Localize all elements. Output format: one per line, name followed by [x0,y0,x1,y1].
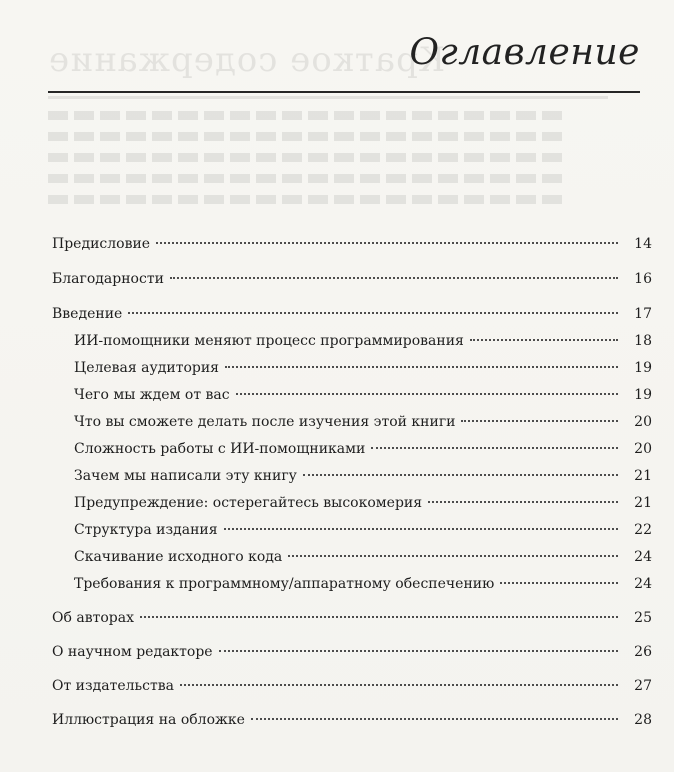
dot-leader [371,447,618,449]
toc-entry[interactable] [52,710,652,730]
toc-page-number: 26 [634,644,652,660]
dot-leader [500,582,618,584]
toc-subentry[interactable] [52,520,652,540]
dot-leader [428,501,618,503]
dot-leader [180,684,618,686]
toc-entry-title: Скачивание исходного кода [74,549,283,565]
toc-entry-title: Требования к программному/аппаратному обеспечению [74,576,495,592]
show-through-rule [48,96,608,99]
toc-entry-title: Введение [52,306,123,322]
toc-entry[interactable] [52,304,652,324]
toc-subentry[interactable] [52,412,652,432]
toc-page-number: 22 [634,522,652,538]
toc-entry-title: Предупреждение: остерегайтесь высокомерия [74,495,423,511]
toc-entry-title: Благодарности [52,271,164,287]
toc-subentry[interactable] [52,331,652,351]
dot-leader [461,420,618,422]
title-divider [48,91,640,93]
toc-page-number: 25 [634,610,652,626]
page-title: Оглавление [409,32,640,73]
toc-subentry[interactable] [52,493,652,513]
toc-page-number: 21 [634,495,652,511]
toc-page-number: 17 [634,306,652,322]
toc-page-number: 18 [634,333,652,349]
toc-page-number: 28 [634,712,652,728]
toc-page-number: 21 [634,468,652,484]
toc-entry-title: Предисловие [52,236,151,252]
dot-leader [219,650,618,652]
toc-subentry[interactable] [52,439,652,459]
toc-entry[interactable] [52,642,652,662]
toc-page-number: 27 [634,678,652,694]
toc-entry-title: Чего мы ждем от вас [74,387,230,403]
toc-subentry[interactable] [52,358,652,378]
toc-page-number: 14 [634,236,652,252]
toc-entry-title: Структура издания [74,522,218,538]
dot-leader [128,312,618,314]
toc-entry[interactable] [52,234,652,254]
toc-page-number: 20 [634,441,652,457]
dot-leader [288,555,618,557]
dot-leader [224,528,618,530]
toc-page-number: 24 [634,576,652,592]
toc-entry-title: О научном редакторе [52,644,213,660]
toc-subentry[interactable] [52,547,652,567]
dot-leader [225,366,618,368]
toc-entry-title: Целевая аудитория [74,360,220,376]
dot-leader [140,616,618,618]
dot-leader [236,393,618,395]
toc-page-number: 24 [634,549,652,565]
toc-entry[interactable] [52,608,652,628]
toc-entry-title: Иллюстрация на обложке [52,712,245,728]
dot-leader [170,277,618,279]
show-through-row [48,111,568,120]
toc-entry-title: Об авторах [52,610,134,626]
dot-leader [156,242,618,244]
show-through-row [48,174,568,183]
dot-leader [303,474,618,476]
toc-page-number: 20 [634,414,652,430]
show-through-row [48,153,568,162]
toc-entry[interactable] [52,676,652,696]
show-through-title: Краткое содержание [48,40,446,80]
dot-leader [251,718,618,720]
toc-entry-title: От издательства [52,678,174,694]
toc-entry-title: Сложность работы с ИИ-помощниками [74,441,366,457]
toc-entry-title: ИИ-помощники меняют процесс программирования [74,333,464,349]
dot-leader [470,339,618,341]
toc-entry[interactable] [52,269,652,289]
toc-subentry[interactable] [52,385,652,405]
toc-subentry[interactable] [52,466,652,486]
toc-subentry[interactable] [52,574,652,594]
toc-entry-title: Что вы сможете делать после изучения этой книги [74,414,456,430]
toc-page-number: 19 [634,360,652,376]
show-through-row [48,195,568,204]
toc-entry-title: Зачем мы написали эту книгу [74,468,297,484]
toc-page-number: 16 [634,271,652,287]
table-of-contents [52,234,652,730]
show-through-row [48,132,568,141]
toc-page-number: 19 [634,387,652,403]
